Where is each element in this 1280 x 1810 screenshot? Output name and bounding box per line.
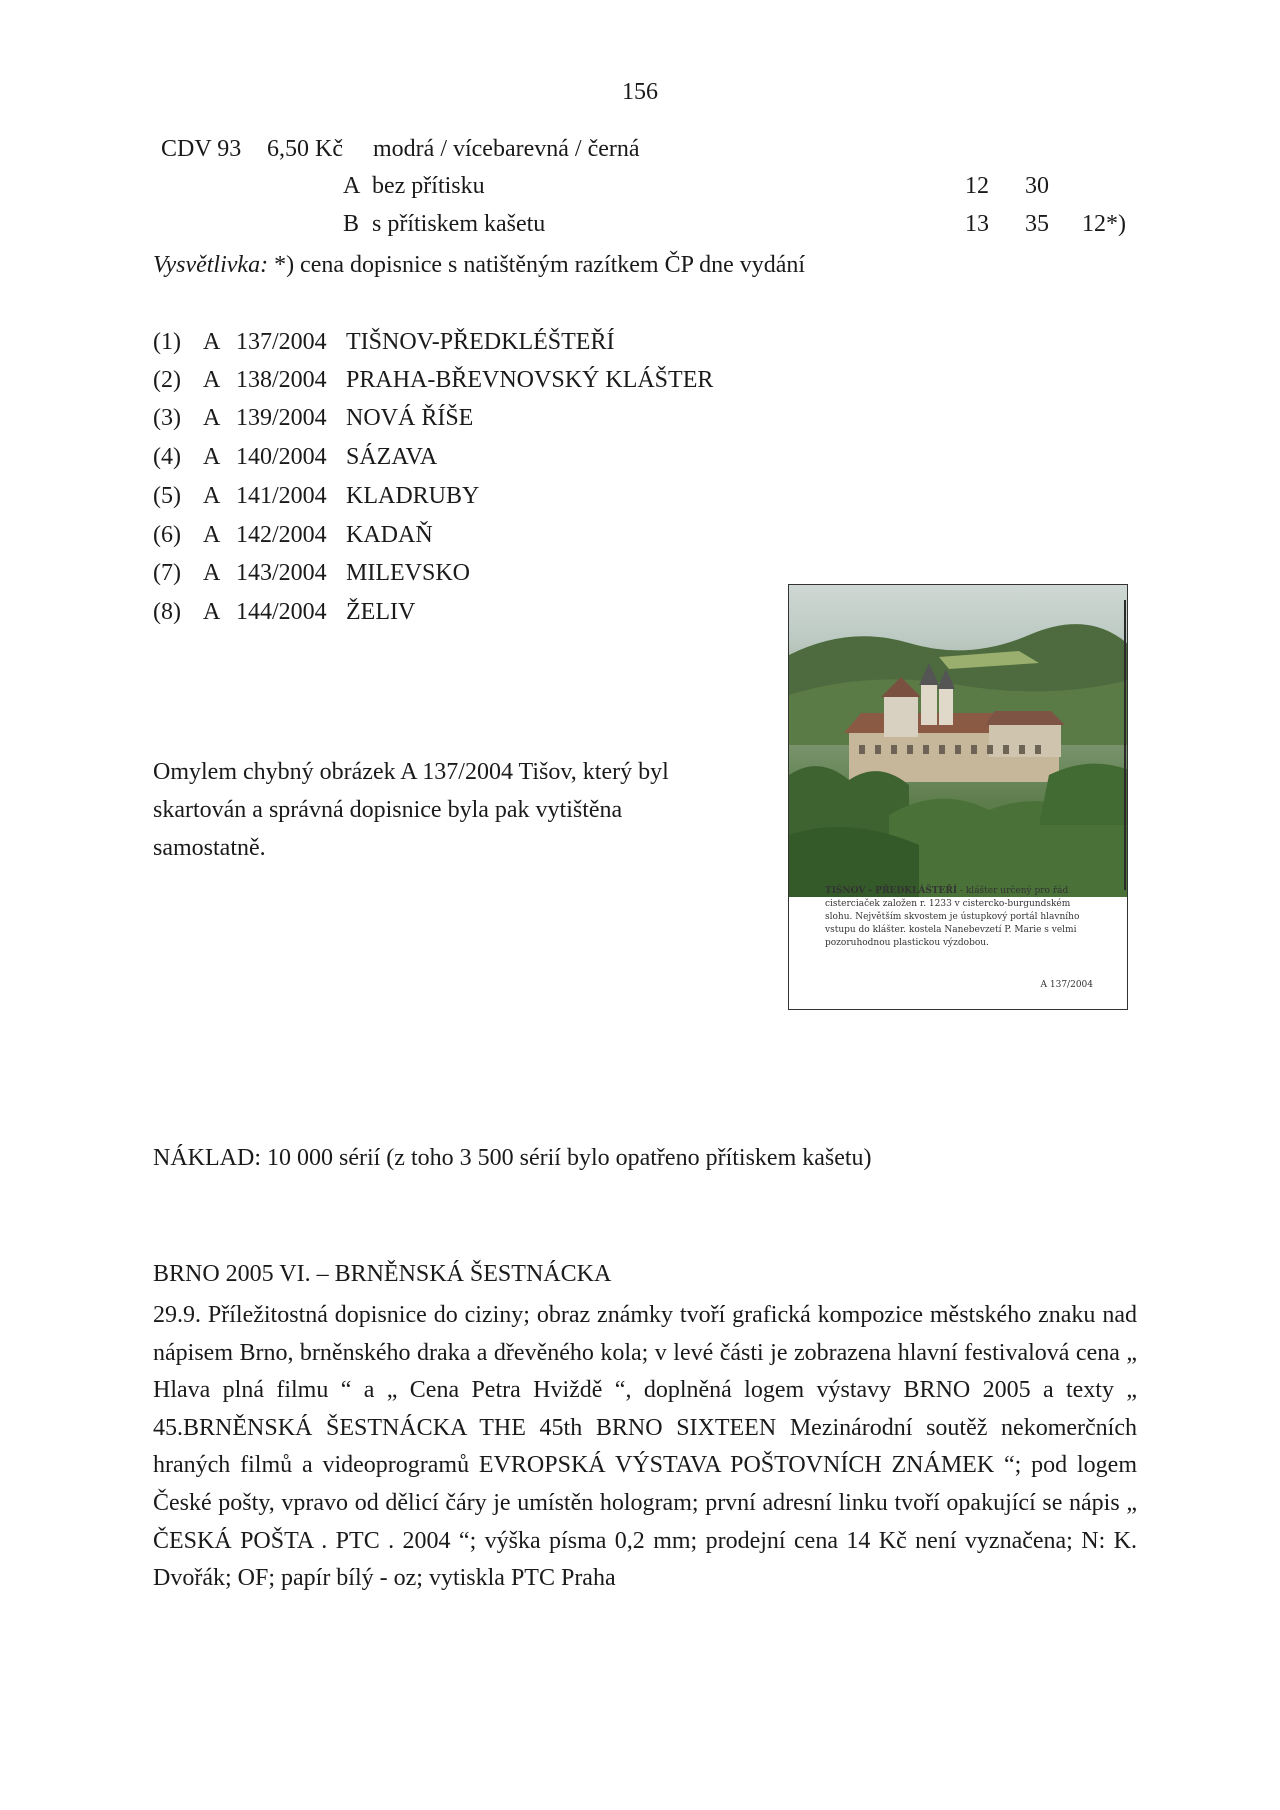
- variant-letter: B: [343, 211, 360, 237]
- section-title: BRNO 2005 VI. – BRNĚNSKÁ ŠESTNÁCKA: [153, 1261, 612, 1287]
- explanation-note: [153, 251, 805, 280]
- error-note-line: samostatně.: [153, 835, 266, 861]
- monastery-landscape-image: [789, 585, 1127, 897]
- variant-description: bez přítisku: [372, 173, 485, 199]
- explanation-text: *) cena dopisnice s natištěným razítkem ČP dne vydání: [268, 252, 806, 278]
- variant-description: s přítiskem kašetu: [372, 211, 546, 237]
- item-letter: A: [203, 599, 221, 625]
- item-number: (1): [153, 329, 181, 355]
- variant-letter: A: [343, 173, 361, 199]
- item-name: NOVÁ ŘÍŠE: [346, 405, 474, 431]
- item-number: (2): [153, 367, 181, 393]
- item-code: 142/2004: [236, 522, 327, 548]
- variant-value: 35: [1025, 211, 1049, 237]
- catalog-colors: modrá / vícebarevná / černá: [373, 136, 640, 162]
- item-name: ŽELIV: [346, 599, 416, 625]
- item-name: KLADRUBY: [346, 483, 480, 509]
- item-name: PRAHA-BŘEVNOVSKÝ KLÁŠTER: [346, 367, 714, 393]
- item-number: (6): [153, 522, 181, 548]
- item-letter: A: [203, 329, 221, 355]
- photo-caption-text: - klášter určený pro řád cisterciaček založen r. 1233 v cistercko-burgundském slohu. Největším skvostem je ústupkový portál hlavního vstupu do klášter. kostela Nanebevzetí P. Marie s velmi pozoruhodnou plastickou výzdobou.: [825, 886, 1080, 949]
- item-code: 139/2004: [236, 405, 327, 431]
- item-number: (8): [153, 599, 181, 625]
- item-code: 144/2004: [236, 599, 327, 625]
- item-letter: A: [203, 444, 221, 470]
- item-code: 141/2004: [236, 483, 327, 509]
- photo-caption: [825, 885, 1095, 950]
- item-name: TIŠNOV-PŘEDKLÉŠTEŘÍ: [346, 329, 615, 355]
- item-letter: A: [203, 367, 221, 393]
- variant-value: 12: [965, 173, 989, 199]
- error-note-line: Omylem chybný obrázek A 137/2004 Tišov, který byl: [153, 759, 669, 785]
- item-code: 137/2004: [236, 329, 327, 355]
- item-code: 140/2004: [236, 444, 327, 470]
- item-number: (4): [153, 444, 181, 470]
- print-run: NÁKLAD: 10 000 sérií (z toho 3 500 sérií bylo opatřeno přítiskem kašetu): [153, 1145, 872, 1171]
- catalog-code: CDV 93: [161, 136, 242, 162]
- item-letter: A: [203, 405, 221, 431]
- item-code: 138/2004: [236, 367, 327, 393]
- section-body: [153, 1297, 1137, 1598]
- item-name: KADAŇ: [346, 522, 433, 548]
- item-letter: A: [203, 522, 221, 548]
- item-name: MILEVSKO: [346, 560, 470, 586]
- catalog-price: 6,50 Kč: [267, 136, 343, 162]
- photo-caption-title: TIŠNOV - PŘEDKLÁŠTEŘÍ: [825, 886, 958, 896]
- item-number: (5): [153, 483, 181, 509]
- section-body-text: 29.9. Příležitostná dopisnice do ciziny; obraz známky tvoří grafická kompozice městského znaku nad nápisem Brno, brněnského draka a dřevěného kola; v levé části je zobrazena hlavní festivalová cena „ Hlava plná filmu “ a „ Cena Petra Hviždě “, doplněná logem výstavy BRNO 2005 a texty „ 45.BRNĚNSKÁ ŠESTNÁCKA THE 45th BRNO SIXTEEN Mezinárodní soutěž nekomerčních hraných filmů a videoprogramů EVROPSKÁ VÝSTAVA POŠTOVNÍCH ZNÁMEK “; pod logem České pošty, vpravo od dělicí čáry je umístěn hologram; první adresní linku tvoří opakující se nápis „ ČESKÁ POŠTA . PTC . 2004 “; výška písma 0,2 mm; prodejní cena 14 Kč není vyznačena; N: K. Dvořák; OF; papír bílý - oz; vytiskla PTC Praha: [153, 1302, 1137, 1592]
- explanation-label: Vysvětlivka:: [153, 252, 269, 278]
- variant-value: 30: [1025, 173, 1049, 199]
- error-note-line: skartován a správná dopisnice byla pak vytištěna: [153, 797, 623, 823]
- item-number: (7): [153, 560, 181, 586]
- item-name: SÁZAVA: [346, 444, 438, 470]
- postcard-photo: [788, 584, 1128, 1010]
- variant-value: 12*): [1082, 211, 1126, 237]
- item-letter: A: [203, 483, 221, 509]
- photo-id-label: A 137/2004: [1040, 980, 1093, 991]
- item-letter: A: [203, 560, 221, 586]
- variant-value: 13: [965, 211, 989, 237]
- item-number: (3): [153, 405, 181, 431]
- item-code: 143/2004: [236, 560, 327, 586]
- page-number: 156: [622, 79, 658, 105]
